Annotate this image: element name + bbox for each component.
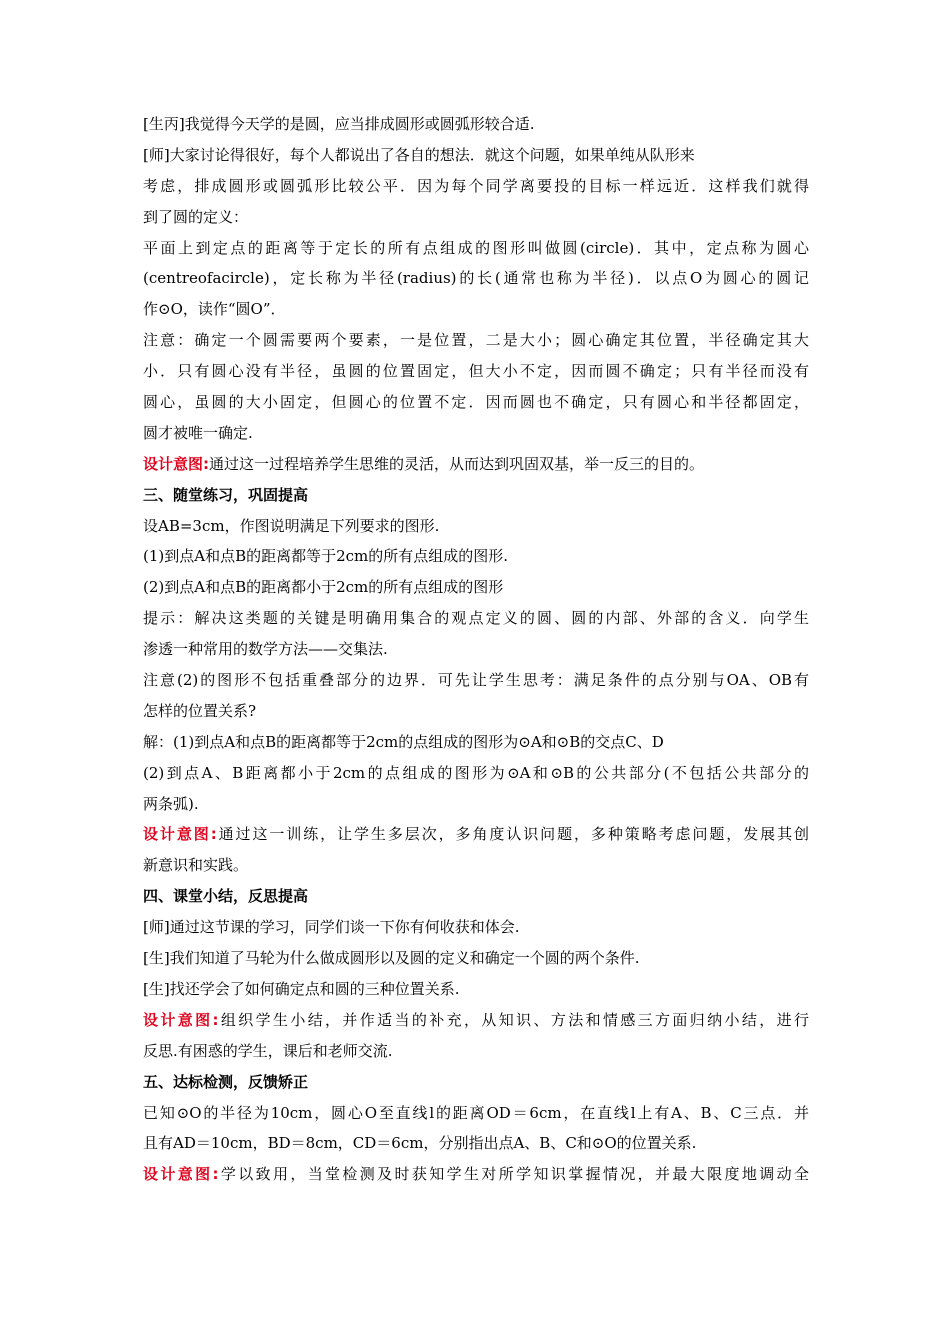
design-intent-label: 设计意图: <box>143 825 217 844</box>
text-line: 考虑，排成圆形或圆弧形比较公平．因为每个同学离要投的目标一样远近．这样我们就得 <box>143 176 809 195</box>
text-line: (2)到点A、B距离都小于2cm的点组成的图形为⊙A和⊙B的公共部分(不包括公共部分的 <box>143 763 809 782</box>
design-intent-line: 设计意图:通过这一过程培养学生思维的灵活，从而达到巩固双基，举一反三的目的。 <box>143 454 705 473</box>
text-line: [师]通过这节课的学习，同学们谈一下你有何收获和体会. <box>143 918 520 937</box>
text-line: 解：(1)到点A和点B的距离都等于2cm的点组成的图形为⊙A和⊙B的交点C、D <box>143 732 664 751</box>
text-line: 渗透一种常用的数学方法——交集法. <box>143 640 388 659</box>
section-heading: 三、随堂练习，巩固提高 <box>143 485 309 504</box>
text-line: [生]找还学会了如何确定点和圆的三种位置关系. <box>143 979 460 998</box>
text-line: 两条弧). <box>143 794 199 813</box>
text-line: 且有AD＝10cm，BD＝8cm，CD＝6cm，分别指出点A、B、C和⊙O的位置关系. <box>143 1134 697 1153</box>
text-line: [生]我们知道了马轮为什么做成圆形以及圆的定义和确定一个圆的两个条件. <box>143 949 640 968</box>
text-line: [师]大家讨论得很好，每个人都说出了各自的想法．就这个问题，如果单纯从队形来 <box>143 145 695 164</box>
text-line: [生丙]我觉得今天学的是圆，应当排成圆形或圆弧形较合适. <box>143 115 535 133</box>
design-intent-line: 设计意图:通过这一训练，让学生多层次，多角度认识问题，多种策略考虑问题，发展其创 <box>143 825 809 844</box>
text-line: 设AB=3cm，作图说明满足下列要求的图形. <box>143 516 440 535</box>
design-intent-label: 设计意图: <box>143 1010 219 1029</box>
text-line: 已知⊙O的半径为10cm，圆心O至直线l的距离OD＝6cm，在直线l上有A、B、C三点．并 <box>143 1103 809 1122</box>
text-line: (1)到点A和点B的距离都等于2cm的所有点组成的图形. <box>143 547 509 566</box>
text-line: 圆心，虽圆的大小固定，但圆心的位置不定．因而圆也不确定，只有圆心和半径都固定， <box>143 393 809 412</box>
text-line: 平面上到定点的距离等于定长的所有点组成的图形叫做圆(circle)．其中，定点称为圆心 <box>143 238 809 257</box>
text-line: 小．只有圆心没有半径，虽圆的位置固定，但大小不定，因而圆不确定；只有半径而没有 <box>143 362 809 381</box>
text-line: 注意：确定一个圆需要两个要素，一是位置，二是大小；圆心确定其位置，半径确定其大 <box>143 331 809 350</box>
section-heading: 四、课堂小结，反思提高 <box>143 887 309 906</box>
design-intent-label: 设计意图: <box>143 454 209 473</box>
design-intent-label: 设计意图: <box>143 1165 219 1184</box>
text-line: 作⊙O，读作“圆O”． <box>143 300 286 319</box>
text-line: (2)到点A和点B的距离都小于2cm的所有点组成的图形 <box>143 578 504 597</box>
design-intent-line: 设计意图:组织学生小结，并作适当的补充，从知识、方法和情感三方面归纳小结，进行 <box>143 1010 809 1029</box>
text-line: 新意识和实践。 <box>143 856 249 875</box>
document-body <box>143 109 809 1190</box>
design-intent-line: 设计意图:学以致用，当堂检测及时获知学生对所学知识掌握情况，并最大限度地调动全 <box>143 1165 809 1184</box>
text-line: 反思.有困惑的学生，课后和老师交流. <box>143 1041 393 1060</box>
text-line: 圆才被唯一确定. <box>143 423 253 442</box>
text-line: 到了圆的定义： <box>143 207 249 226</box>
text-line: 注意(2)的图形不包括重叠部分的边界．可先让学生思考：满足条件的点分别与OA、OB有 <box>143 671 809 690</box>
text-line: 怎样的位置关系? <box>143 701 257 720</box>
section-heading: 五、达标检测，反馈矫正 <box>143 1072 309 1091</box>
text-line: (centreofacircle)，定长称为半径(radius)的长(通常也称为半径)．以点O为圆心的圆记 <box>143 269 809 288</box>
text-line: 提示：解决这类题的关键是明确用集合的观点定义的圆、圆的内部、外部的含义．向学生 <box>143 609 809 628</box>
